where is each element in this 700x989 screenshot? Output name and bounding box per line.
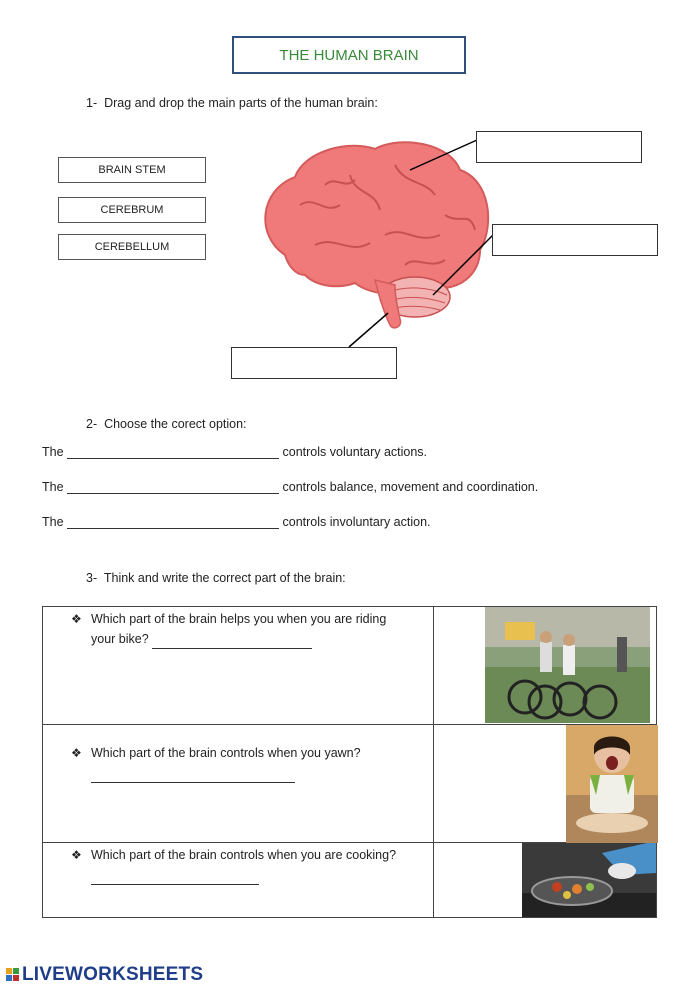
question-text-2: your bike? xyxy=(91,632,149,646)
sentence-start: The xyxy=(42,480,64,494)
answer-blank[interactable] xyxy=(67,446,279,459)
answer-blank[interactable] xyxy=(91,872,259,885)
drop-box-middle[interactable] xyxy=(492,224,658,256)
sentence-start: The xyxy=(42,445,64,459)
section-3-instruction: Think and write the correct part of the brain: xyxy=(103,571,346,585)
yawning-child-photo xyxy=(566,725,658,843)
diamond-bullet-icon: ❖ xyxy=(71,746,82,760)
image-cell xyxy=(434,607,657,725)
page-title-text: THE HUMAN BRAIN xyxy=(279,46,419,64)
question-text: Which part of the brain controls when you yawn? xyxy=(91,746,361,760)
question-text: Which part of the brain helps you when you are riding xyxy=(91,612,387,626)
word-cerebrum[interactable] xyxy=(58,197,206,223)
sentence-start: The xyxy=(42,515,64,529)
section-1-instruction: Drag and drop the main parts of the human brain: xyxy=(104,96,378,110)
word-label: BRAIN STEM xyxy=(98,164,166,176)
diamond-bullet-icon: ❖ xyxy=(71,848,82,862)
table-row xyxy=(43,843,657,918)
section-3-heading xyxy=(86,571,346,585)
diamond-bullet-icon: ❖ xyxy=(71,612,82,626)
drop-box-top[interactable] xyxy=(476,131,642,163)
word-label: CEREBELLUM xyxy=(94,241,170,253)
question-text: Which part of the brain controls when you are cooking? xyxy=(91,848,397,862)
word-cerebellum[interactable] xyxy=(58,234,206,260)
cooking-photo xyxy=(522,843,656,917)
pointer-line-brain-stem xyxy=(349,313,388,347)
section-1-number: 1- xyxy=(86,96,98,110)
sentence-end: controls involuntary action. xyxy=(282,515,431,529)
sentence-3 xyxy=(42,515,431,529)
sentence-end: controls voluntary actions. xyxy=(282,445,428,459)
image-cell xyxy=(434,725,657,843)
answer-blank[interactable] xyxy=(91,770,295,783)
word-label: CEREBRUM xyxy=(100,204,164,216)
page-title xyxy=(232,36,466,74)
sentence-1 xyxy=(42,445,427,459)
logo-grid-icon xyxy=(6,968,20,982)
word-brain-stem[interactable] xyxy=(58,157,206,183)
section-2-instruction: Choose the corect option: xyxy=(104,417,247,431)
logo-text: LIVEWORKSHEETS xyxy=(22,964,204,985)
section-2-heading xyxy=(86,417,247,431)
table-row xyxy=(43,725,657,843)
section-3-number: 3- xyxy=(86,571,98,585)
question-cell xyxy=(43,607,434,725)
brain-illustration xyxy=(255,135,505,355)
answer-blank[interactable] xyxy=(67,481,279,494)
sentence-2 xyxy=(42,480,538,494)
question-cell xyxy=(43,843,434,918)
sentence-end: controls balance, movement and coordination. xyxy=(282,480,539,494)
drop-box-bottom[interactable] xyxy=(231,347,397,379)
section-1-heading xyxy=(86,96,378,110)
question-cell xyxy=(43,725,434,843)
answer-blank[interactable] xyxy=(152,636,312,649)
image-cell xyxy=(434,843,657,918)
section-2-number: 2- xyxy=(86,417,98,431)
answer-blank[interactable] xyxy=(67,516,279,529)
liveworksheets-logo xyxy=(6,964,203,986)
question-table xyxy=(42,606,657,918)
bike-riders-photo xyxy=(485,607,650,723)
table-row xyxy=(43,607,657,725)
